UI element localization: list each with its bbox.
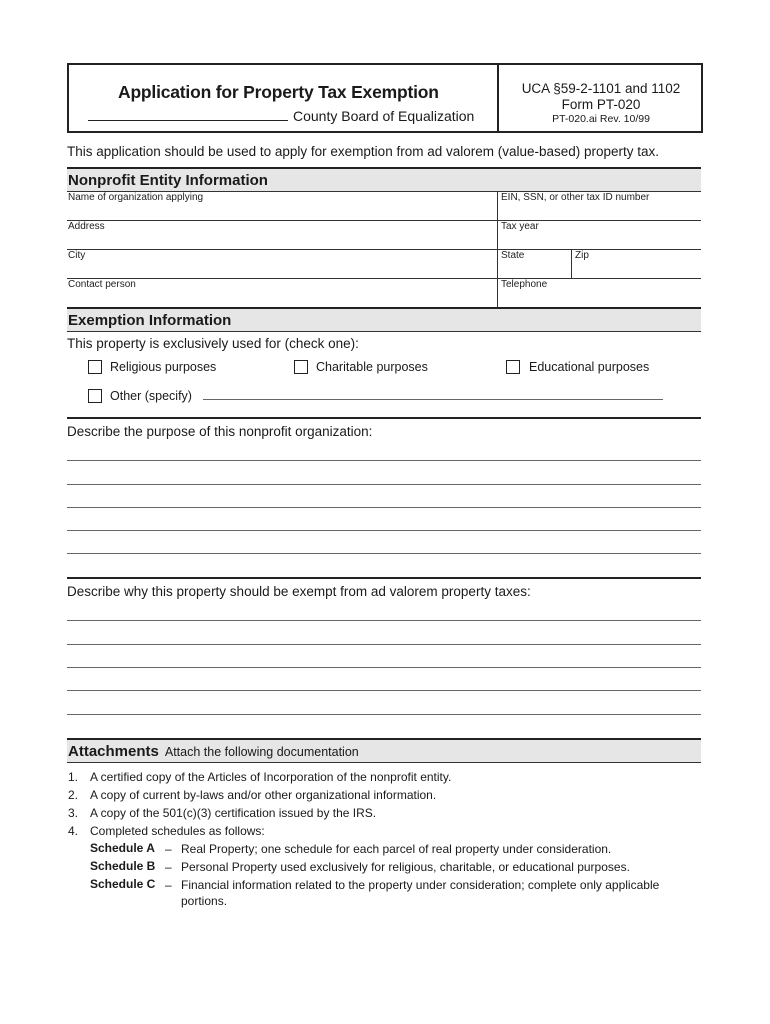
schedule-name: Schedule C xyxy=(90,877,156,891)
field-city[interactable]: City xyxy=(68,250,86,261)
educational-label: Educational purposes xyxy=(529,360,650,374)
schedule-dash: – xyxy=(165,860,172,874)
grid-divider xyxy=(571,249,572,278)
field-address[interactable]: Address xyxy=(68,221,105,232)
schedule-description: Real Property; one schedule for each parcel of real property under consideration. xyxy=(181,842,612,856)
religious-label: Religious purposes xyxy=(110,360,217,374)
schedule-description: Personal Property used exclusively for religious, charitable, or educational purposes. xyxy=(181,860,630,874)
purpose-answer-line[interactable] xyxy=(67,553,701,554)
schedule-dash: – xyxy=(165,878,172,892)
grid-line xyxy=(67,249,701,250)
schedule-description-cont: portions. xyxy=(181,894,228,908)
intro-text: This application should be used to apply for exemption from ad valorem (value-based) property tax. xyxy=(67,144,660,159)
attachments-subheading: Attach the following documentation xyxy=(164,745,359,759)
grid-line xyxy=(67,278,701,279)
exempt-question: Describe why this property should be exempt from ad valorem property taxes: xyxy=(67,584,531,599)
schedule-name: Schedule B xyxy=(90,859,156,873)
exempt-answer-line[interactable] xyxy=(67,714,701,715)
educational-checkbox[interactable] xyxy=(506,360,520,374)
field-telephone[interactable]: Telephone xyxy=(501,279,548,290)
exemption-prompt: This property is exclusively used for (check one): xyxy=(67,336,359,351)
statute-reference: UCA §59-2-1101 and 1102 xyxy=(521,81,681,96)
section-nonprofit-header xyxy=(67,167,701,191)
field-zip[interactable]: Zip xyxy=(575,250,589,261)
other-specify-field[interactable] xyxy=(203,399,663,400)
section-exemption-header xyxy=(67,307,701,331)
charitable-checkbox[interactable] xyxy=(294,360,308,374)
purpose-answer-line[interactable] xyxy=(67,507,701,508)
section-exemption-title: Exemption Information xyxy=(68,312,232,329)
list-item: Completed schedules as follows: xyxy=(90,824,265,838)
list-item: A copy of the 501(c)(3) certification issued by the IRS. xyxy=(90,806,377,820)
field-org-name[interactable]: Name of organization applying xyxy=(68,192,204,203)
county-name-field[interactable] xyxy=(88,120,288,121)
list-item-number: 2. xyxy=(68,788,79,802)
charitable-label: Charitable purposes xyxy=(316,360,428,374)
section-rule xyxy=(67,417,701,419)
section-nonprofit-title: Nonprofit Entity Information xyxy=(68,172,268,189)
form-revision: PT-020.ai Rev. 10/99 xyxy=(552,113,650,125)
purpose-answer-line[interactable] xyxy=(67,484,701,485)
other-checkbox[interactable] xyxy=(88,389,102,403)
section-rule xyxy=(67,577,701,579)
county-label: County Board of Equalization xyxy=(293,108,475,124)
exempt-answer-line[interactable] xyxy=(67,690,701,691)
purpose-answer-line[interactable] xyxy=(67,530,701,531)
list-item-number: 3. xyxy=(68,806,79,820)
section-attachments-title xyxy=(68,743,359,760)
list-item: A copy of current by-laws and/or other organizational information. xyxy=(90,788,437,802)
schedule-dash: – xyxy=(165,842,172,856)
schedule-description: Financial information related to the property under consideration; complete only applicable xyxy=(181,878,660,892)
other-label: Other (specify) xyxy=(110,389,192,403)
form-title: Application for Property Tax Exemption xyxy=(118,82,439,102)
exempt-answer-line[interactable] xyxy=(67,620,701,621)
section-attachments-header xyxy=(67,738,701,762)
purpose-answer-line[interactable] xyxy=(67,460,701,461)
field-contact-person[interactable]: Contact person xyxy=(68,279,136,290)
grid-divider xyxy=(497,191,498,307)
attachments-heading: Attachments xyxy=(68,743,159,760)
schedule-name: Schedule A xyxy=(90,841,155,855)
list-item-number: 4. xyxy=(68,824,79,838)
list-item: A certified copy of the Articles of Incorporation of the nonprofit entity. xyxy=(90,770,452,784)
grid-line xyxy=(67,331,701,332)
field-tax-year[interactable]: Tax year xyxy=(501,221,539,232)
field-state[interactable]: State xyxy=(501,250,525,261)
exempt-answer-line[interactable] xyxy=(67,644,701,645)
exempt-answer-line[interactable] xyxy=(67,667,701,668)
religious-checkbox[interactable] xyxy=(88,360,102,374)
list-item-number: 1. xyxy=(68,770,79,784)
grid-line xyxy=(67,220,701,221)
purpose-question: Describe the purpose of this nonprofit organization: xyxy=(67,424,373,439)
grid-line xyxy=(67,762,701,763)
field-tax-id[interactable]: EIN, SSN, or other tax ID number xyxy=(501,192,650,203)
form-number: Form PT-020 xyxy=(561,97,641,112)
